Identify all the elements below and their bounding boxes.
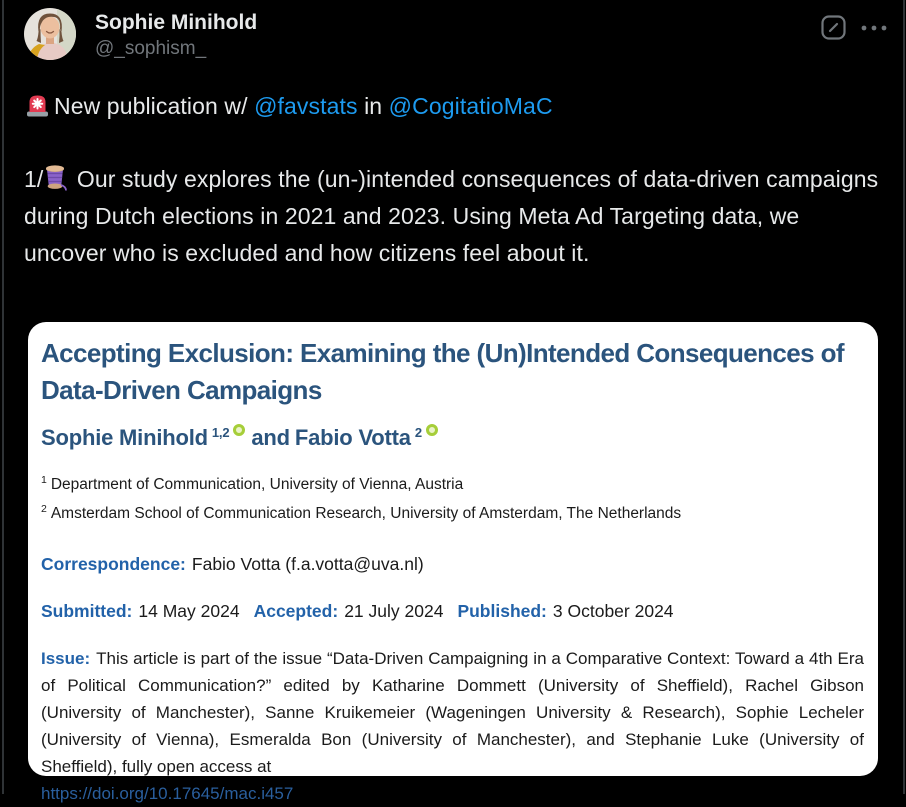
tweet-line1-text: New publication w/ (54, 93, 255, 119)
thread-spool-emoji-icon (43, 164, 67, 191)
affiliation-1 (41, 468, 864, 497)
published-label: Published: (457, 601, 547, 622)
paper-correspondence (41, 554, 864, 575)
author-2-name: Fabio Votta (294, 425, 411, 450)
paper-title: Accepting Exclusion: Examining the (Un)Intended Consequences of Data-Driven Campaigns (41, 338, 844, 405)
submitted-date (41, 601, 240, 622)
tweet-text (24, 88, 882, 272)
correspondence-value: Fabio Votta (f.a.votta@uva.nl) (191, 554, 424, 575)
more-options-button[interactable] (860, 24, 888, 32)
post-actions (820, 14, 888, 41)
grok-actions-button[interactable] (820, 14, 847, 41)
paper-issue (41, 645, 864, 807)
column-border-right (903, 0, 905, 794)
published-value: 3 October 2024 (552, 601, 674, 622)
accepted-date (254, 601, 444, 622)
handle[interactable]: @_sophism_ (95, 38, 207, 59)
paper-authors (41, 424, 864, 451)
accepted-value: 21 July 2024 (344, 601, 444, 622)
post-header (24, 8, 888, 61)
authors-joiner: and (251, 425, 290, 450)
affiliation-2-sup: 2 (41, 503, 47, 516)
tweet-paragraph (24, 161, 882, 272)
accepted-label: Accepted: (253, 601, 339, 622)
column-border-left (2, 0, 4, 794)
profile-photo-icon (24, 8, 76, 60)
paper-affiliations (41, 468, 864, 526)
police-car-light-emoji-icon (24, 91, 51, 118)
author-1-name: Sophie Minihold (41, 425, 208, 450)
mention-favstats[interactable]: @favstats (254, 93, 358, 119)
avatar[interactable] (24, 8, 76, 60)
orcid-id-icon (233, 424, 245, 436)
mention-cogitatiomac[interactable]: @CogitatioMaC (388, 93, 553, 119)
published-date (457, 601, 673, 622)
author-1-affiliation-sup: 1,2 (211, 424, 230, 440)
doi-link: https://doi.org/10.17645/mac.i457 (41, 784, 294, 804)
orcid-id-icon (426, 424, 438, 436)
three-dots-more-icon (860, 24, 888, 32)
paper-image-card[interactable] (28, 322, 878, 804)
tweet-line-1 (24, 88, 882, 125)
issue-label: Issue: (41, 649, 91, 669)
issue-text: This article is part of the issue “Data-Driven Campaigning in a Comparative Context: Toward a 4th Era of Political Communication?” edited by Katharine Dommett (University of Sheffield), Rachel Gibson (University of Manchester), Sanne Kruikemeier (Wageningen University & Research), Sophie Lecheler (University of Vienna), Esmeralda Bon (University of Manchester), and Stephanie Luke (University of Sheffield), fully open access at (41, 649, 864, 777)
author-2-affiliation-sup: 2 (414, 424, 422, 440)
tweet-line1-middle: in (357, 93, 389, 119)
display-name[interactable]: Sophie Minihold (95, 11, 258, 34)
affiliation-1-text: Department of Communication, University of Vienna, Austria (50, 476, 464, 494)
correspondence-label: Correspondence: (41, 554, 186, 575)
grok-slash-square-icon (820, 14, 847, 41)
affiliation-2 (41, 497, 864, 526)
thread-number: 1/ (24, 166, 44, 192)
affiliation-1-sup: 1 (41, 474, 47, 486)
submitted-label: Submitted: (41, 601, 133, 622)
author-names (95, 8, 257, 61)
tweet-body-text: Our study explores the (un-)intended consequences of data-driven campaigns during Dutch elections in 2021 and 2023. Using Meta Ad Targeting data, we uncover who is excluded and how citizens feel about it. (24, 166, 879, 266)
affiliation-2-text: Amsterdam School of Communication Research, University of Amsterdam, The Netherlands (50, 505, 682, 523)
paper-dates (41, 601, 864, 622)
submitted-value: 14 May 2024 (138, 601, 240, 622)
